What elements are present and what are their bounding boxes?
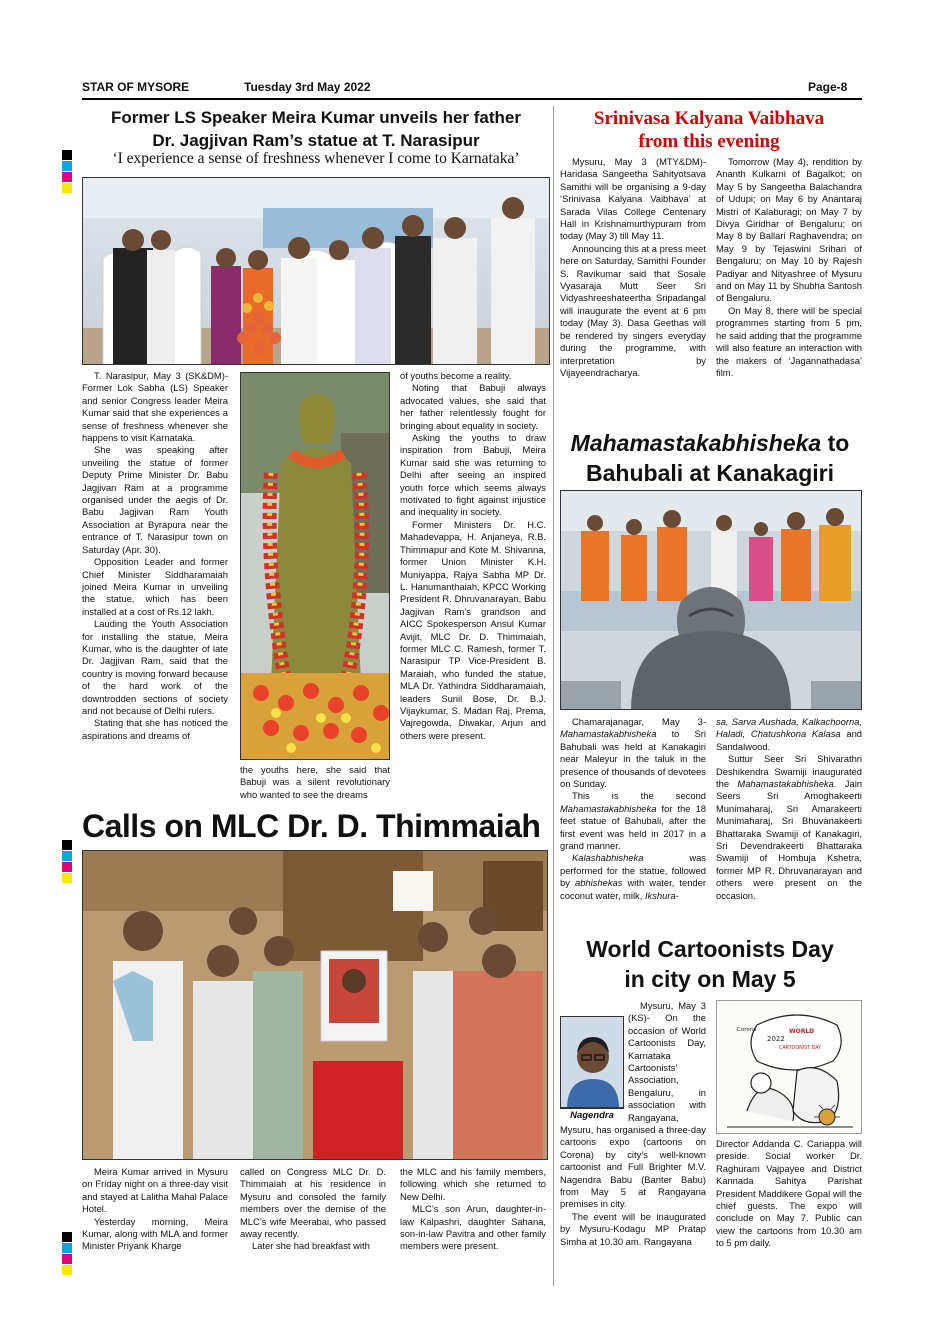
article4-headline: Calls on MLC Dr. D. Thimmaiah xyxy=(82,808,541,844)
article5-headline-2: in city on May 5 xyxy=(624,966,796,992)
paragraph: of youths become a reality. xyxy=(400,370,512,381)
article5-col1-top xyxy=(628,1000,706,1124)
article2-col1 xyxy=(560,156,706,379)
paper-name: STAR OF MYSORE xyxy=(82,80,190,94)
paragraph xyxy=(560,852,706,902)
text: Chamarajanagar, May 3- xyxy=(572,716,706,727)
text: and Sandalwood. xyxy=(716,728,863,752)
paragraph: called on Congress MLC Dr. D. Thimmaiah at his residence in Mysuru and consoled the family members over the demise of the MLC’s wife Meerabai, who passed away recently. xyxy=(240,1166,386,1240)
text-italic: Mahamastakabhisheka xyxy=(560,728,657,740)
paragraph: Announcing this at a press meet here on Saturday, Samithi Founder S. Ravikumar said that Sosale Vyasaraja Mutt Seer Sri Vidyashreeshateertha Sripadangal will inaugurate the event at 6 pm today (May 3). Dasa Geethas will be rendered by singers everyday during the programme, with interpretation by Vijayeendracharya. xyxy=(560,242,706,378)
reg-yellow-3 xyxy=(62,1265,72,1275)
article3-headline-1 xyxy=(560,428,860,458)
text-italic: Ikshura- xyxy=(644,889,679,901)
paragraph: The event will be inaugurated by Mysuru-Kodagu MP Pratap Simha at 10.30 am. Rangayana xyxy=(560,1210,706,1247)
reg-cyan-3 xyxy=(62,1243,72,1253)
paragraph: Director Addanda C. Cariappa will preside. Social worker Dr. Raghuram Vajpayee and District Kannada Sahitya Parishat President Maddikere Gopal will the chief guests. The expo will conclude on May 7. Public can view the cartoons from 10.30 am to 5 pm daily. xyxy=(716,1138,862,1249)
text: to Sri Bahubali was held at Kanakagiri near Maleyur in the taluk in the presence of thousands of devotees on Sunday. xyxy=(560,728,706,790)
paragraph xyxy=(560,790,706,852)
reg-yellow-1 xyxy=(62,183,72,193)
unveiling-group-photo xyxy=(82,177,550,365)
paragraph xyxy=(560,716,706,790)
article2-col2 xyxy=(716,156,862,379)
article1-col2-tail xyxy=(240,764,390,801)
paragraph: MLC’s son Arun, daughter-in-law Kalpashri, daughter Sahana, son-in-law Pavitra and other family members were present. xyxy=(400,1203,546,1252)
article5-col1 xyxy=(560,1124,706,1248)
reg-black-1 xyxy=(62,150,72,160)
reg-yellow-2 xyxy=(62,873,72,883)
text-italic: Kalashabhisheka xyxy=(572,852,644,864)
reg-cyan-2 xyxy=(62,851,72,861)
text-italic: sa, Sarva Aushada, Kalkachoorna, Haladi, Chatushkona Kalasa xyxy=(716,716,862,740)
text: with water, tender coconut water, milk, xyxy=(560,877,706,901)
headline-italic: Mahamastakabhisheka xyxy=(570,430,822,456)
nagendra-portrait xyxy=(560,1016,624,1108)
paragraph xyxy=(716,716,862,753)
article3-col1 xyxy=(560,716,706,902)
paragraph: Former Ministers Dr. H.C. Mahadevappa, H. Anjaneya, R.B. Thimmapur and Kote M. Shivanna, former Union Minister K.H. Muniyappa, Rajya Sabha MP Dr. L. Hanumanthaiah, KPCC Working President R. Dhruvanarayan, Babu Jagjivan Ram’s grandson and AICC Spokesperson Ansul Kumar Avijit, MLC Dr. D. Thimmaiah, former MLC C. Ramesh, former T. Narasipur TP Vice-President B. Maraiah, who funded the statue, MLA Dr. Yathindra Siddharamaiah, leaders Sunil Bose, Dr. B.J. Vijaykumar, S. Madan Raj, Prema, Vajregowda, Diwakar, Arjun and others were present. xyxy=(400,518,546,741)
paragraph: the youths here, she said that Babuji was a silent revolutionary who wanted to see the dreams xyxy=(240,764,390,800)
article3-headline-2: Bahubali at Kanakagiri xyxy=(586,460,834,486)
reg-magenta-3 xyxy=(62,1254,72,1264)
cartoon-image xyxy=(716,1000,862,1134)
cartoon-label-corona: Corona xyxy=(737,1027,757,1033)
paragraph: Lauding the Youth Association for installing the statue, Meira Kumar, who is the daughter of late Dr. Jagjivan Ram, said that the country is moving forward because of the hard work of the downtrodden sections of society and not because of Delhi rulers. xyxy=(82,618,228,716)
paragraph: Asking the youths to draw inspiration from Babuji, Meira Kumar said she was returning to Delhi after seeing an inspired youth force which seems always motivated to fight against injustice and inequality in society. xyxy=(400,432,546,518)
paragraph: the MLC and his family members, following which she returned to New Delhi. xyxy=(400,1166,546,1202)
article4-col2 xyxy=(240,1166,386,1253)
paragraph: Later she had breakfast with xyxy=(252,1240,370,1252)
paragraph: On May 8, there will be special programmes starting from 5 pm, he said adding that the programme will also feature an interaction with the makers of ‘Jagannathadasa’ film. xyxy=(716,304,862,378)
article2-headline-2: from this evening xyxy=(638,131,780,152)
text: This is the second xyxy=(572,790,706,802)
paragraph: Stating that she has noticed the aspirations and dreams of xyxy=(82,717,228,741)
issue-date: Tuesday 3rd May 2022 xyxy=(244,80,371,94)
paragraph: T. Narasipur, May 3 (SK&DM)- Former Lok Sabha (LS) Speaker and senior Congress leader Meira Kumar said that she experiences a sense of freshness whenever she happens to visit Karnataka. xyxy=(82,370,228,444)
cartoon-label-world: WORLD xyxy=(789,1028,815,1035)
article1-subhead: ‘I experience a sense of freshness whenever I come to Karnataka’ xyxy=(112,150,520,167)
condolence-group-photo xyxy=(82,850,548,1160)
paragraph: Tomorrow (May 4), rendition by Ananth Kulkarni of Bagalkot; on May 5 by Sangeetha Balachandra of Udupi; on May 6 by Anantaraj Mistri of Kalaburagi; on May 7 by Divya Giridhar of Bengaluru; on May 8 by Ballari Raghavendra; on May 9 by Tejaswini Srihari of Bengaluru; on May 10 by Rajesh Padiyar and Nityashree of Mysuru and on May 11 by Shubha Santosh of Bengaluru. xyxy=(716,156,862,304)
paragraph: Mysuru, May 3 (KS)- On the occasion of World Cartoonists Day, Karnataka Cartoonists’ Association, Bengaluru, in association with Rangayana, xyxy=(628,1000,706,1123)
paragraph: Opposition Leader and former Chief Minister Siddharamaiah joined Meira Kumar in unveiling the statue, which has been installed at a cost of Rs.12 lakh. xyxy=(82,556,228,617)
text: was performed for the statue, followed by xyxy=(560,852,706,889)
paragraph xyxy=(716,753,862,902)
paragraph: Mysuru, May 3 (MTY&DM)- Haridasa Sangeetha Sahityotsava Samithi will be organising a 9-day ‘Srinivasa Kalyana Vaibhava’ at Sarada Vilas College Centenary Hall in Krishnamurthypuram from today (May 3) till May 11. xyxy=(560,156,706,242)
reg-black-3 xyxy=(62,1232,72,1242)
headline-rest: to xyxy=(821,430,850,456)
article5-headline-1: World Cartoonists Day xyxy=(586,936,834,962)
text-italic: abhishekas xyxy=(575,877,623,889)
paragraph: Meira Kumar arrived in Mysuru on Friday night on a three-day visit and stayed at Lalitha Mahal Palace Hotel. xyxy=(82,1166,228,1215)
masthead-rule xyxy=(82,98,862,100)
article1-col3 xyxy=(400,370,546,742)
article4-col1 xyxy=(82,1166,228,1253)
reg-cyan-1 xyxy=(62,161,72,171)
reg-magenta-1 xyxy=(62,172,72,182)
text: Suttur Seer Sri Shivarathri Deshikendra Swamiji inaugurated the xyxy=(716,753,862,790)
cartoon-label-year: 2022 xyxy=(767,1035,785,1043)
text-italic: Mahamastakabhisheka xyxy=(737,778,834,790)
cartoon-label-day: CARTOONIST DAY xyxy=(779,1046,822,1051)
column-divider xyxy=(553,106,554,1286)
article3-col2 xyxy=(716,716,862,902)
text: . Jain Seers Sri Amoghakeerti Munimaharaj, Sri Amarakeerti Munimaharaj, Sri Bhuvanakeerti Bhattaraka Swamiji of Kanakagiri, Sri Devendrakeerti Bhattaraka Swamiji of Hombuja Kshetra, former MP R. Dhruvanarayan and others were present on the occasion. xyxy=(716,778,862,901)
article2-headline-1: Srinivasa Kalyana Vaibhava xyxy=(593,108,825,129)
article1-headline-2: Dr. Jagjivan Ram’s statue at T. Narasipur xyxy=(152,131,480,150)
bahubali-photo xyxy=(560,490,862,710)
paragraph: Yesterday morning, Meira Kumar, along with MLA and former Minister Priyank Kharge xyxy=(82,1215,228,1252)
article5-col2 xyxy=(716,1138,862,1250)
paragraph: Mysuru, has organised a three-day cartoons expo (cartoons on Corona) by city’s well-known cartoonist and Full Brighter M.V. Nagendra Babu (Banter Babu) from May 5 at Rangayana premises in city. xyxy=(560,1124,706,1210)
reg-black-2 xyxy=(62,840,72,850)
page-number: Page-8 xyxy=(808,80,848,94)
portrait-caption: Nagendra xyxy=(560,1108,624,1122)
paragraph: Noting that Babuji always advocated values, she said that her father relentlessly fought for bringing about equality in society. xyxy=(400,382,546,431)
article1-col1 xyxy=(82,370,228,742)
text-italic: Mahamastakabhisheka xyxy=(560,802,657,814)
paragraph: She was speaking after unveiling the statue of former Deputy Prime Minister Dr. Babu Jagjivan Ram at a programme organised under the aegis of Dr. Babu Jagjivan Ram Youth Association at Byrapura near the entrance of T. Narasipur town on Saturday (Apr. 30). xyxy=(82,444,228,555)
article1-headline-1: Former LS Speaker Meira Kumar unveils her father xyxy=(110,108,522,127)
article4-col3 xyxy=(400,1166,546,1253)
statue-photo xyxy=(240,372,390,760)
text: for the 18 feet statue of Bahubali, after the first event was held in 2017 in a grand manner. xyxy=(560,802,706,852)
reg-magenta-2 xyxy=(62,862,72,872)
